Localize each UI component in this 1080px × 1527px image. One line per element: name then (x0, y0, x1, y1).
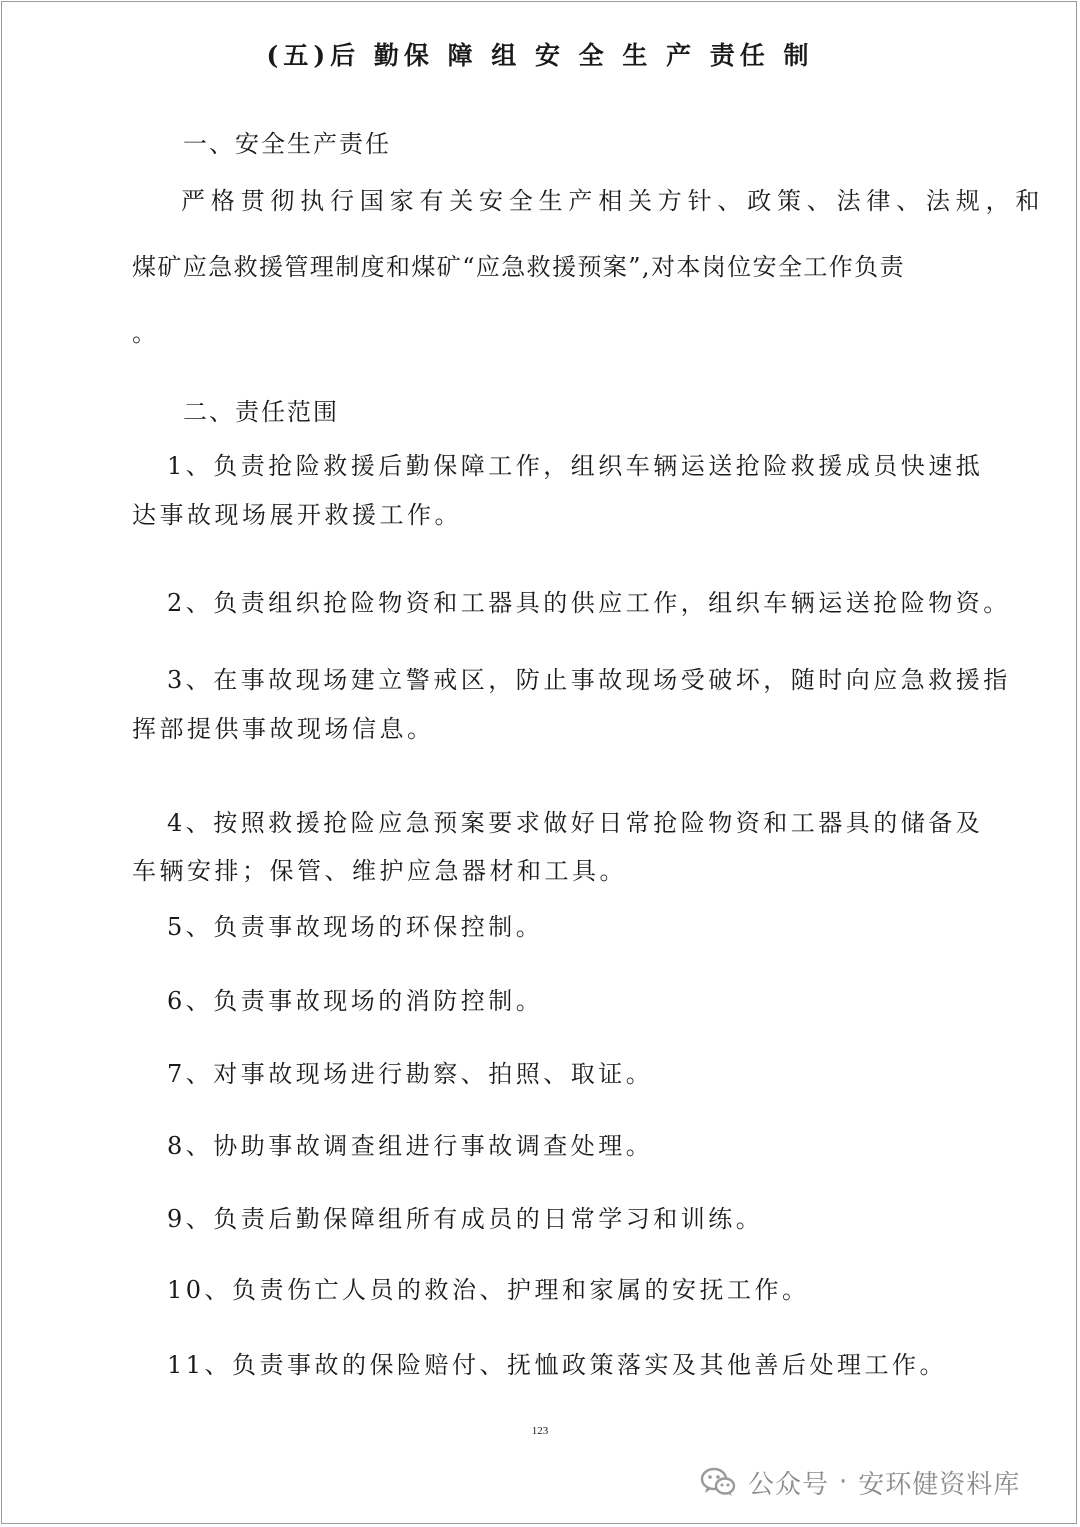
list-item-line: 10、负责伤亡人员的救治、护理和家属的安抚工作。 (167, 1276, 810, 1304)
page-number: 123 (531, 1425, 549, 1437)
list-item-line: 4、按照救援抢险应急预案要求做好日常抢险物资和工器具的储备及 (167, 809, 984, 837)
list-item-line: 2、负责组织抢险物资和工器具的供应工作，组织车辆运送抢险物资。 (167, 589, 1011, 617)
section-heading-responsibility-scope: 二、责任范围 (183, 398, 339, 426)
list-item-line: 3、在事故现场建立警戒区，防止事故现场受破坏，随时向应急救援指 (167, 666, 1011, 694)
paragraph-line: 严格贯彻执行国家有关安全生产相关方针、政策、法律、法规，和 (181, 187, 1046, 215)
list-item-line: 1、负责抢险救援后勤保障工作，组织车辆运送抢险救援成员快速抵 (167, 452, 984, 480)
list-item-line: 9、负责后勤保障组所有成员的日常学习和训练。 (167, 1205, 764, 1233)
list-item-line: 达事故现场展开救援工作。 (132, 501, 462, 529)
section-heading-safety-responsibility: 一、安全生产责任 (183, 130, 391, 158)
paragraph-line: 。 (132, 319, 156, 347)
wechat-icon (700, 1466, 736, 1498)
list-item-line: 7、对事故现场进行勘察、拍照、取证。 (167, 1060, 654, 1088)
list-item-line: 车辆安排；保管、维护应急器材和工具。 (132, 857, 627, 885)
list-item-line: 挥部提供事故现场信息。 (132, 715, 435, 743)
document-title: (五)后 勤保 障 组 安 全 生 产 责任 制 (266, 41, 814, 70)
list-item-line: 6、负责事故现场的消防控制。 (167, 987, 544, 1015)
paragraph-line: 煤矿应急救援管理制度和煤矿“应急救援预案”,对本岗位安全工作负责 (132, 253, 905, 281)
list-item-line: 5、负责事故现场的环保控制。 (167, 913, 544, 941)
watermark (700, 1460, 1020, 1504)
watermark-separator: · (839, 1467, 849, 1497)
watermark-account: 安环健资料库 (858, 1469, 1021, 1500)
watermark-prefix: 公众号 (748, 1469, 830, 1500)
list-item-line: 11、负责事故的保险赔付、抚恤政策落实及其他善后处理工作。 (167, 1351, 948, 1379)
list-item-line: 8、协助事故调查组进行事故调查处理。 (167, 1132, 654, 1160)
